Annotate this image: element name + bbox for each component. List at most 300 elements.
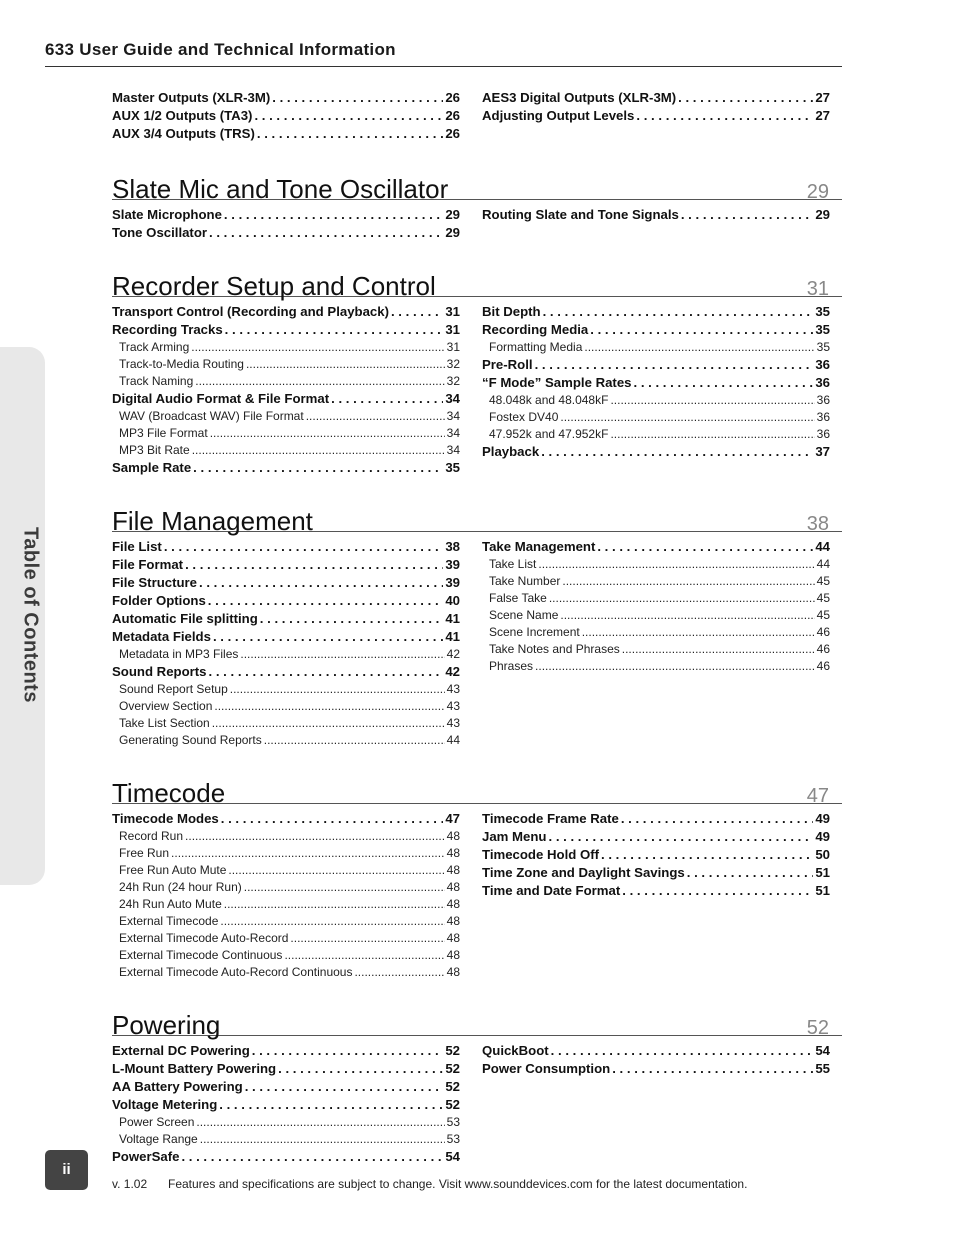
section-heading (112, 500, 842, 536)
dot-leader (260, 610, 444, 628)
toc-entry-page: 43 (446, 682, 460, 696)
toc-entry-title: External Timecode (119, 914, 219, 928)
toc-entry-title: L-Mount Battery Powering (112, 1061, 277, 1076)
toc-entry-page: 27 (815, 108, 830, 123)
toc-entry-title: Master Outputs (XLR-3M) (112, 90, 271, 105)
toc-entry-page: 29 (445, 207, 460, 222)
toc-entry-title: Generating Sound Reports (119, 733, 262, 747)
toc-entry-page: 34 (445, 391, 460, 406)
toc-entry-page: 43 (446, 716, 460, 730)
toc-entry-page: 46 (816, 625, 830, 639)
toc-subentry[interactable] (112, 698, 460, 715)
toc-entry[interactable] (112, 321, 460, 339)
toc-entry-title: Slate Microphone (112, 207, 222, 222)
toc-entry-title: Automatic File splitting (112, 611, 258, 626)
toc-entry-page: 27 (815, 90, 830, 105)
toc-entry-page: 39 (445, 557, 460, 572)
dot-leader (272, 89, 443, 107)
toc-entry-title: Tone Oscillator (112, 225, 208, 240)
toc-entry-title: Phrases (489, 659, 534, 673)
toc-entry-title: 24h Run (24 hour Run) (119, 880, 242, 894)
dot-leader (354, 964, 444, 981)
toc-entry-title: Metadata in MP3 Files (119, 647, 239, 661)
dot-leader (230, 681, 445, 698)
dot-leader (220, 913, 444, 930)
dot-leader (601, 846, 813, 864)
toc-entry-title: Take List (489, 557, 537, 571)
toc-entry-page: 48 (446, 914, 460, 928)
toc-entry-title: Timecode Modes (112, 811, 219, 826)
toc-entry-page: 35 (816, 340, 830, 354)
toc-entry-page: 50 (815, 847, 830, 862)
dot-leader (224, 206, 443, 224)
toc-entry-title: File List (112, 539, 162, 554)
section-title[interactable]: Slate Mic and Tone Oscillator (112, 174, 449, 204)
dot-leader (621, 810, 814, 828)
toc-entry-title: Routing Slate and Tone Signals (482, 207, 679, 222)
side-tab-label: Table of Contents (19, 527, 42, 703)
toc-entry-page: 48 (446, 897, 460, 911)
dot-leader (213, 628, 443, 646)
toc-entry-page: 53 (446, 1115, 460, 1129)
dot-leader (254, 107, 443, 125)
toc-subentry[interactable] (112, 373, 460, 390)
dot-leader (224, 896, 445, 913)
dot-leader (610, 392, 814, 409)
toc-column-right (482, 303, 830, 461)
dot-leader (185, 828, 445, 845)
toc-entry-page: 35 (445, 460, 460, 475)
toc-entry-page: 48 (446, 863, 460, 877)
toc-entry[interactable] (112, 628, 460, 646)
dot-leader (610, 426, 814, 443)
toc-entry-title: Time and Date Format (482, 883, 621, 898)
toc-entry-page: 54 (815, 1043, 830, 1058)
toc-entry-title: 47.952k and 47.952kF (489, 427, 609, 441)
toc-subentry[interactable] (482, 641, 830, 658)
dot-leader (590, 321, 813, 339)
toc-entry[interactable] (482, 206, 830, 224)
toc-entry[interactable] (482, 107, 830, 125)
dot-leader (210, 425, 445, 442)
toc-entry[interactable] (482, 303, 830, 321)
toc-entry-page: 26 (445, 108, 460, 123)
toc-entry-title: Time Zone and Daylight Savings (482, 865, 685, 880)
toc-entry-page: 31 (445, 304, 460, 319)
toc-column-left (112, 206, 460, 242)
dot-leader (196, 1114, 444, 1131)
toc-entry[interactable] (112, 459, 460, 477)
dot-leader (200, 1131, 445, 1148)
toc-entry[interactable] (112, 89, 460, 107)
toc-entry[interactable] (112, 1148, 460, 1166)
toc-entry-page: 46 (816, 659, 830, 673)
section-page-number[interactable]: 38 (806, 513, 829, 535)
toc-entry-title: Transport Control (Recording and Playback) (112, 304, 389, 319)
dot-leader (195, 373, 444, 390)
toc-subentry[interactable] (482, 556, 830, 573)
toc-entry-title: Pre-Roll (482, 357, 533, 372)
toc-entry-page: 48 (446, 948, 460, 962)
section-title[interactable]: File Management (112, 506, 313, 536)
toc-entry-title: Fostex DV40 (489, 410, 559, 424)
toc-entry-page: 51 (815, 883, 830, 898)
toc-entry-page: 52 (445, 1043, 460, 1058)
dot-leader (208, 592, 444, 610)
toc-entry-page: 35 (815, 304, 830, 319)
toc-entry-title: Sound Report Setup (119, 682, 228, 696)
toc-entry-title: Take List Section (119, 716, 210, 730)
section-page-number[interactable]: 52 (806, 1017, 829, 1039)
dot-leader (560, 607, 814, 624)
toc-entry-title: Sound Reports (112, 664, 207, 679)
footer (112, 1177, 747, 1191)
toc-entry[interactable] (112, 610, 460, 628)
toc-entry-page: 44 (446, 733, 460, 747)
toc-entry-page: 48 (446, 829, 460, 843)
dot-leader (221, 810, 444, 828)
toc-entry[interactable] (112, 810, 460, 828)
toc-section-recorder-setup (112, 265, 842, 475)
toc-subentry[interactable] (112, 896, 460, 913)
toc-column-right (482, 538, 830, 675)
dot-leader (331, 390, 443, 408)
toc-entry-title: “F Mode” Sample Rates (482, 375, 632, 390)
toc-entry-title: Adjusting Output Levels (482, 108, 635, 123)
toc-column-left (112, 810, 460, 981)
toc-entry-page: 26 (445, 126, 460, 141)
toc-entry[interactable] (482, 321, 830, 339)
section-heading (112, 1004, 842, 1040)
toc-entry[interactable] (482, 89, 830, 107)
dot-leader (549, 590, 815, 607)
dot-leader (678, 89, 813, 107)
toc-entry-title: AES3 Digital Outputs (XLR-3M) (482, 90, 677, 105)
toc-subentry[interactable] (112, 339, 460, 356)
toc-subentry[interactable] (482, 339, 830, 356)
toc-entry[interactable] (112, 574, 460, 592)
dot-leader (246, 356, 445, 373)
toc-subentry[interactable] (482, 590, 830, 607)
toc-subentry[interactable] (482, 607, 830, 624)
toc-entry-page: 36 (816, 427, 830, 441)
toc-subentry[interactable] (112, 425, 460, 442)
toc-entry-title: Recording Tracks (112, 322, 223, 337)
section-page-number[interactable]: 29 (806, 181, 829, 203)
toc-entry-title: Track-to-Media Routing (119, 357, 244, 371)
toc-column-right (482, 1042, 830, 1078)
toc-subentry[interactable] (112, 715, 460, 732)
toc-entry-page: 29 (815, 207, 830, 222)
dot-leader (252, 1042, 444, 1060)
dot-leader (549, 828, 814, 846)
toc-column-right (482, 89, 830, 125)
section-heading (112, 772, 842, 808)
toc-subentry[interactable] (112, 845, 460, 862)
toc-entry-title: Timecode Frame Rate (482, 811, 619, 826)
toc-subentry[interactable] (112, 1131, 460, 1148)
dot-leader (225, 321, 444, 339)
dot-leader (209, 663, 444, 681)
toc-entry-title: Track Arming (119, 340, 190, 354)
section-heading (112, 265, 842, 301)
toc-subentry[interactable] (112, 862, 460, 879)
toc-entry[interactable] (112, 556, 460, 574)
dot-leader (181, 1148, 443, 1166)
toc-entry-page: 36 (815, 375, 830, 390)
toc-entry-title: Timecode Hold Off (482, 847, 599, 862)
toc-subentry[interactable] (112, 732, 460, 749)
toc-entry[interactable] (112, 125, 460, 143)
toc-entry-page: 51 (815, 865, 830, 880)
toc-entry-page: 46 (816, 642, 830, 656)
toc-entry-title: Voltage Range (119, 1132, 198, 1146)
dot-leader (264, 732, 445, 749)
toc-entry[interactable] (482, 1042, 830, 1060)
section-page-number[interactable]: 47 (806, 785, 829, 807)
dot-leader (171, 845, 445, 862)
toc-entry-page: 49 (815, 829, 830, 844)
toc-subentry[interactable] (112, 913, 460, 930)
toc-entry-title: 24h Run Auto Mute (119, 897, 222, 911)
toc-section-powering (112, 1004, 842, 1164)
toc-entry-page: 31 (446, 340, 460, 354)
toc-entry-title: Overview Section (119, 699, 213, 713)
toc-entry-page: 42 (446, 647, 460, 661)
dot-leader (538, 556, 814, 573)
toc-entry[interactable] (482, 1060, 830, 1078)
dot-leader (541, 443, 813, 461)
toc-entry-page: 38 (445, 539, 460, 554)
dot-leader (164, 538, 444, 556)
toc-column-right (482, 810, 830, 900)
dot-leader (257, 125, 443, 143)
toc-entry-page: 41 (445, 629, 460, 644)
toc-subentry[interactable] (112, 1114, 460, 1131)
dot-leader (681, 206, 813, 224)
dot-leader (199, 574, 443, 592)
toc-entry-title: Jam Menu (482, 829, 547, 844)
toc-entry-title: Free Run Auto Mute (119, 863, 227, 877)
toc-entry-page: 52 (445, 1097, 460, 1112)
toc-entry-title: Digital Audio Format & File Format (112, 391, 330, 406)
toc-entry-title: Track Naming (119, 374, 194, 388)
toc-entry-title: Sample Rate (112, 460, 192, 475)
toc-subentry[interactable] (482, 409, 830, 426)
toc-subentry[interactable] (112, 408, 460, 425)
toc-entry-page: 35 (815, 322, 830, 337)
dot-leader (244, 879, 445, 896)
toc-entry-title: PowerSafe (112, 1149, 180, 1164)
toc-entry-page: 36 (816, 410, 830, 424)
toc-entry[interactable] (482, 846, 830, 864)
dot-leader (185, 556, 443, 574)
toc-column-left (112, 89, 460, 143)
dot-leader (584, 339, 814, 356)
toc-entry-page: 26 (445, 90, 460, 105)
toc-entry-title: External DC Powering (112, 1043, 250, 1058)
dot-leader (214, 698, 444, 715)
toc-entry[interactable] (112, 224, 460, 242)
dot-leader (535, 658, 815, 675)
section-title[interactable]: Powering (112, 1010, 221, 1040)
dot-leader (597, 538, 813, 556)
toc-entry-page: 31 (445, 322, 460, 337)
dot-leader (636, 107, 813, 125)
dot-leader (290, 930, 444, 947)
toc-entry-page: 44 (816, 557, 830, 571)
toc-entry[interactable] (112, 390, 460, 408)
toc-entry-title: File Format (112, 557, 184, 572)
toc-entry-title: AUX 1/2 Outputs (TA3) (112, 108, 253, 123)
toc-entry-page: 37 (815, 444, 830, 459)
toc-subentry[interactable] (482, 426, 830, 443)
dot-leader (191, 339, 444, 356)
toc-entry-page: 48 (446, 846, 460, 860)
toc-entry-page: 47 (445, 811, 460, 826)
toc-entry-title: Power Consumption (482, 1061, 611, 1076)
toc-entry[interactable] (112, 663, 460, 681)
section-title[interactable]: Timecode (112, 778, 226, 808)
toc-entry-page: 41 (445, 611, 460, 626)
toc-entry-title: Voltage Metering (112, 1097, 218, 1112)
toc-entry-title: Folder Options (112, 593, 206, 608)
toc-entry-page: 49 (815, 811, 830, 826)
dot-leader (219, 1096, 443, 1114)
toc-entry-page: 48 (446, 965, 460, 979)
footer-version: v. 1.02 (112, 1177, 148, 1191)
toc-entry-page: 48 (446, 880, 460, 894)
page-header-title: 633 User Guide and Technical Information (45, 40, 396, 59)
toc-entry-page: 53 (446, 1132, 460, 1146)
dot-leader (535, 356, 814, 374)
toc-entry-title: QuickBoot (482, 1043, 549, 1058)
toc-subentry[interactable] (112, 930, 460, 947)
toc-entry-title: False Take (489, 591, 547, 605)
toc-entry[interactable] (112, 206, 460, 224)
toc-entry[interactable] (112, 1042, 460, 1060)
toc-entry[interactable] (482, 810, 830, 828)
toc-entry-title: MP3 File Format (119, 426, 208, 440)
dot-leader (560, 409, 814, 426)
toc-entry-page: 45 (816, 608, 830, 622)
toc-entry-title: External Timecode Auto-Record Continuous (119, 965, 353, 979)
toc-subentry[interactable] (482, 624, 830, 641)
toc-entry-title: Scene Increment (489, 625, 580, 639)
toc-entry-title: Formatting Media (489, 340, 583, 354)
toc-entry-page: 45 (816, 591, 830, 605)
dot-leader (245, 1078, 444, 1096)
toc-entry-title: 48.048k and 48.048kF (489, 393, 609, 407)
toc-entry-title: File Structure (112, 575, 198, 590)
toc-column-left (112, 1042, 460, 1166)
dot-leader (687, 864, 814, 882)
toc-entry-title: External Timecode Auto-Record (119, 931, 289, 945)
toc-entry-title: Recording Media (482, 322, 589, 337)
dot-leader (209, 224, 443, 242)
dot-leader (284, 947, 444, 964)
toc-entry-page: 43 (446, 699, 460, 713)
toc-entry-page: 42 (445, 664, 460, 679)
toc-subentry[interactable] (112, 879, 460, 896)
dot-leader (634, 374, 814, 392)
toc-subentry[interactable] (112, 681, 460, 698)
toc-subentry[interactable] (112, 947, 460, 964)
toc-subentry[interactable] (112, 356, 460, 373)
toc-entry-page: 55 (815, 1061, 830, 1076)
dot-leader (193, 459, 443, 477)
header-rule (45, 66, 842, 67)
page-number-badge: ii (45, 1150, 88, 1190)
toc-section-file-management (112, 500, 842, 747)
toc-entry-title: Playback (482, 444, 540, 459)
toc-subentry[interactable] (482, 573, 830, 590)
section-page-number[interactable]: 31 (806, 278, 829, 300)
toc-entry-page: 52 (445, 1079, 460, 1094)
footer-note: Features and specifications are subject to change. Visit www.sounddevices.com for the latest documentation. (168, 1177, 748, 1191)
toc-subentry[interactable] (482, 392, 830, 409)
toc-entry-title: WAV (Broadcast WAV) File Format (119, 409, 304, 423)
dot-leader (551, 1042, 814, 1060)
toc-entry-page: 44 (815, 539, 830, 554)
dot-leader (228, 862, 444, 879)
dot-leader (240, 646, 444, 663)
toc-entry-page: 52 (445, 1061, 460, 1076)
toc-entry[interactable] (112, 1078, 460, 1096)
toc-subentry[interactable] (112, 964, 460, 981)
toc-entry[interactable] (112, 107, 460, 125)
toc-entry-page: 34 (446, 426, 460, 440)
toc-subentry[interactable] (482, 658, 830, 675)
toc-entry-page: 34 (446, 443, 460, 457)
toc-entry-title: External Timecode Continuous (119, 948, 283, 962)
toc-subentry[interactable] (112, 828, 460, 845)
dot-leader (192, 442, 445, 459)
toc-entry-page: 36 (816, 393, 830, 407)
dot-leader (212, 715, 445, 732)
section-title[interactable]: Recorder Setup and Control (112, 271, 436, 301)
toc-entry[interactable] (112, 538, 460, 556)
toc-entry-title: AUX 3/4 Outputs (TRS) (112, 126, 255, 141)
toc-entry[interactable] (482, 864, 830, 882)
toc-column-left (112, 303, 460, 477)
toc-entry-page: 40 (445, 593, 460, 608)
toc-entry[interactable] (112, 592, 460, 610)
toc-entry[interactable] (482, 374, 830, 392)
toc-entry[interactable] (112, 1060, 460, 1078)
toc-entry-title: Take Notes and Phrases (489, 642, 620, 656)
dot-leader (622, 882, 813, 900)
toc-entry-title: Take Number (489, 574, 561, 588)
toc-entry-page: 45 (816, 574, 830, 588)
toc-entry[interactable] (482, 828, 830, 846)
toc-entry[interactable] (482, 356, 830, 374)
dot-leader (391, 303, 443, 321)
toc-entry[interactable] (112, 303, 460, 321)
toc-entry-page: 29 (445, 225, 460, 240)
toc-entry-title: Metadata Fields (112, 629, 211, 644)
toc-subentry[interactable] (112, 646, 460, 663)
toc-entry[interactable] (482, 538, 830, 556)
toc-entry-page: 32 (446, 374, 460, 388)
toc-entry-page: 36 (815, 357, 830, 372)
toc-entry[interactable] (482, 882, 830, 900)
toc-section-timecode (112, 772, 842, 979)
toc-entry[interactable] (482, 443, 830, 461)
toc-subentry[interactable] (112, 442, 460, 459)
dot-leader (278, 1060, 443, 1078)
toc-entry[interactable] (112, 1096, 460, 1114)
